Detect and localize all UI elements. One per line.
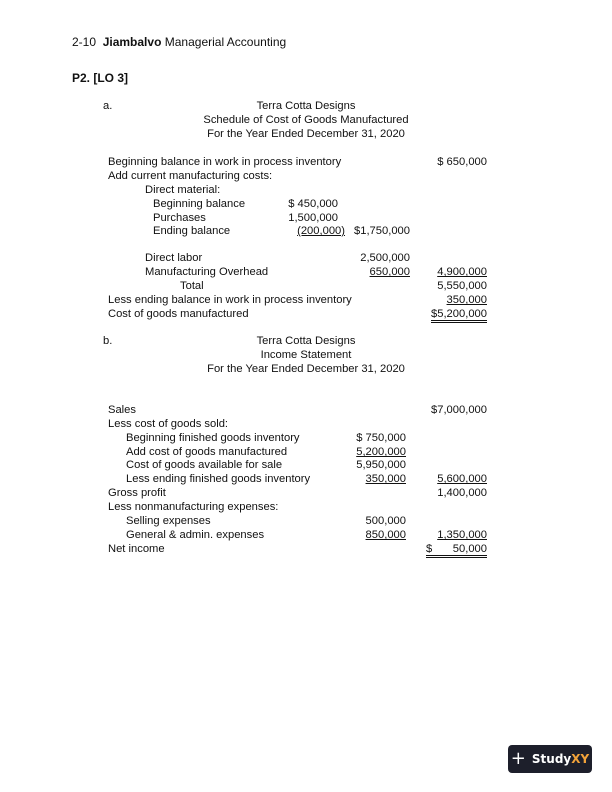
- gen-admin-amount: 850,000: [365, 529, 406, 541]
- dm-purchases-label: Purchases: [153, 212, 206, 224]
- part-b-title-statement: Income Statement: [260, 349, 352, 361]
- less-end-fg-amount: 350,000: [365, 473, 406, 485]
- brand-study: Study: [531, 752, 572, 766]
- book-title: Managerial Accounting: [164, 35, 287, 49]
- selling-label: Selling expenses: [126, 515, 211, 527]
- selling-amount: 500,000: [365, 515, 406, 527]
- less-nonmfg-label: Less nonmanufacturing expenses:: [108, 501, 279, 513]
- net-income-value: 50,000: [452, 543, 487, 555]
- studyxy-badge[interactable]: [508, 745, 592, 773]
- gross-profit-label: Gross profit: [108, 487, 166, 499]
- brand-xy: XY: [571, 752, 590, 766]
- beg-wip-total: $ 650,000: [437, 156, 487, 168]
- dm-beginning-amount: $ 450,000: [288, 198, 338, 210]
- cogm-label: Cost of goods manufactured: [108, 308, 249, 320]
- sales-amount: $7,000,000: [431, 404, 487, 416]
- add-cogm-amount: 5,200,000: [356, 446, 406, 458]
- direct-labor-label: Direct labor: [145, 252, 203, 264]
- part-b-marker: b.: [103, 335, 113, 347]
- less-cogs-label: Less cost of goods sold:: [108, 418, 229, 430]
- overhead-amount: 650,000: [369, 266, 410, 278]
- total-label: Total: [180, 280, 204, 292]
- cogas-amount: 5,950,000: [356, 459, 406, 471]
- total-amount: 5,550,000: [437, 280, 487, 292]
- add-current-label: Add current manufacturing costs:: [108, 170, 273, 182]
- author: Jiambalvo: [102, 35, 162, 49]
- current-costs-total: 4,900,000: [437, 266, 487, 278]
- net-income-amount: [426, 543, 487, 558]
- less-end-wip-label: Less ending balance in work in process inventory: [108, 294, 352, 306]
- cogs-total: 5,600,000: [437, 473, 487, 485]
- dm-beginning-label: Beginning balance: [153, 198, 246, 210]
- part-b-title-company: Terra Cotta Designs: [256, 335, 356, 347]
- less-end-fg-label: Less ending finished goods inventory: [126, 473, 311, 485]
- direct-labor-amount: 2,500,000: [360, 252, 410, 264]
- part-a-marker: a.: [103, 100, 113, 112]
- dm-subtotal: $1,750,000: [354, 225, 410, 237]
- overhead-label: Manufacturing Overhead: [145, 266, 269, 278]
- beg-fg-label: Beginning finished goods inventory: [126, 432, 300, 444]
- nonmfg-total: 1,350,000: [437, 529, 487, 541]
- part-b-title-period: For the Year Ended December 31, 2020: [207, 363, 405, 375]
- add-cogm-label: Add cost of goods manufactured: [126, 446, 288, 458]
- problem-label: P2. [LO 3]: [72, 71, 129, 85]
- page-ref: 2-10: [72, 35, 97, 49]
- part-a-title-statement: Schedule of Cost of Goods Manufactured: [203, 114, 409, 126]
- direct-material-label: Direct material:: [145, 184, 221, 196]
- part-a-title-company: Terra Cotta Designs: [256, 100, 356, 112]
- dm-ending-amount: (200,000): [297, 225, 345, 237]
- dm-purchases-amount: 1,500,000: [288, 212, 338, 224]
- gen-admin-label: General & admin. expenses: [126, 529, 265, 541]
- dm-ending-label: Ending balance: [153, 225, 231, 237]
- less-end-wip-amount: 350,000: [446, 294, 487, 306]
- page-header: [72, 36, 286, 49]
- net-income-label: Net income: [108, 543, 165, 555]
- net-income-dollar: $: [426, 543, 433, 555]
- part-a-title-period: For the Year Ended December 31, 2020: [207, 128, 405, 140]
- gross-profit-amount: 1,400,000: [437, 487, 487, 499]
- beg-wip-label: Beginning balance in work in process inventory: [108, 156, 342, 168]
- sales-label: Sales: [108, 404, 136, 416]
- beg-fg-amount: $ 750,000: [356, 432, 406, 444]
- cogas-label: Cost of goods available for sale: [126, 459, 283, 471]
- plus-icon: +: [510, 748, 526, 769]
- cogm-amount: $5,200,000: [431, 308, 487, 323]
